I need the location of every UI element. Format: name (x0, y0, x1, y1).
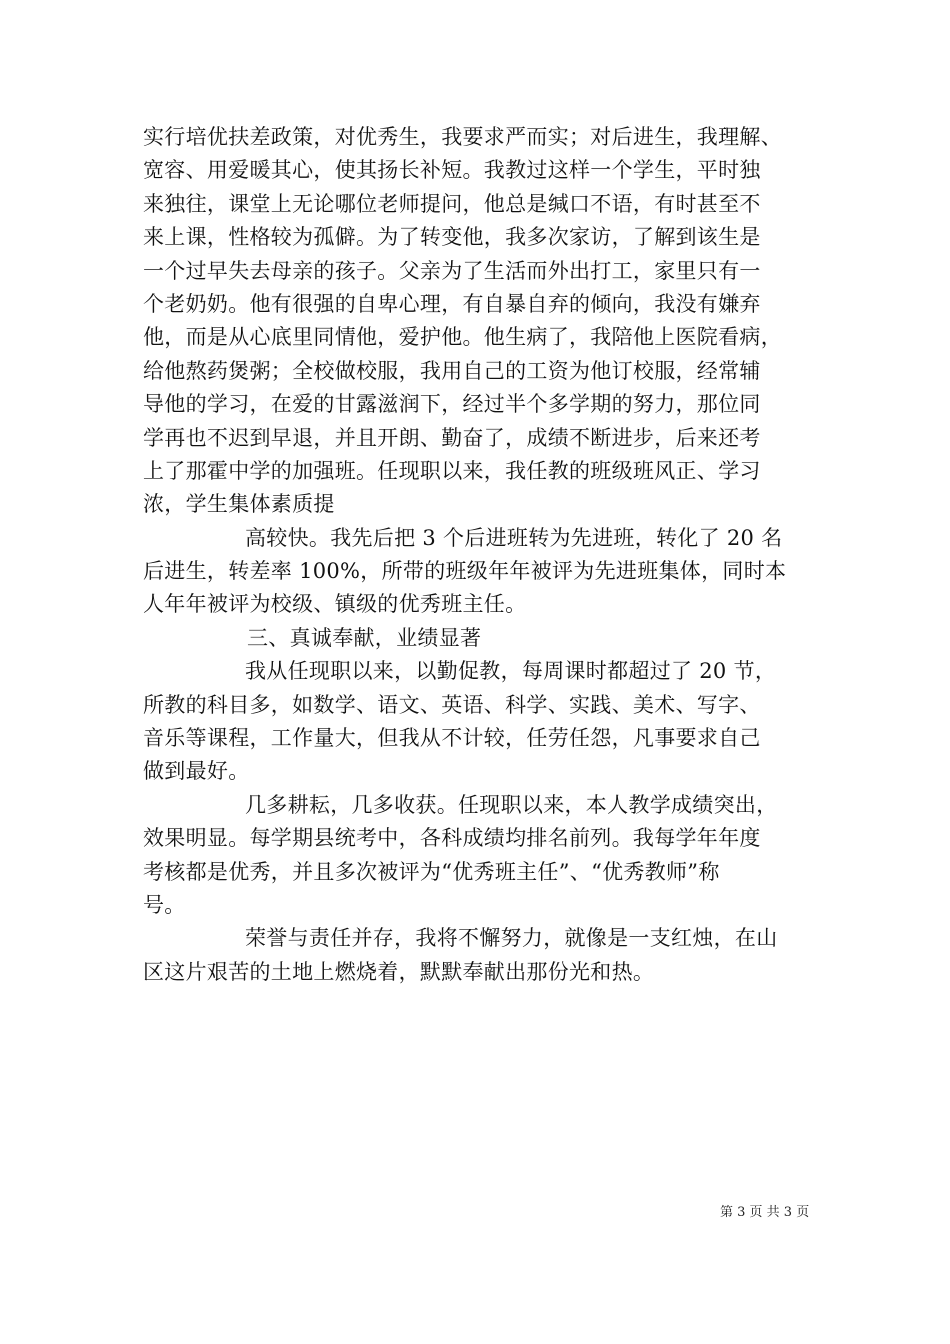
text-line: 效果明显。每学期县统考中，各科成绩均排名前列。我每学年年度 (143, 826, 761, 851)
text-line: 考核都是优秀，并且多次被评为“优秀班主任”、“优秀教师”称 (143, 859, 720, 884)
text-line: 一个过早失去母亲的孩子。父亲为了生活而外出打工，家里只有一 (143, 258, 761, 283)
text-line: 后进生，转差率 100%，所带的班级年年被评为先进班集体，同时本 (143, 559, 787, 584)
text-line: 宽容、用爱暖其心，使其扬长补短。我教过这样一个学生，平时独 (143, 158, 761, 183)
text-line: 号。 (143, 892, 186, 917)
page-number-footer: 第 3 页 共 3 页 (720, 1205, 810, 1220)
text-line: 人年年被评为校级、镇级的优秀班主任。 (143, 592, 527, 617)
text-line: 上了那霍中学的加强班。任现职以来，我任教的班级班风正、学习 (143, 458, 761, 483)
text-line: 导他的学习，在爱的甘露滋润下，经过半个多学期的努力，那位同 (143, 392, 761, 417)
text-line: 给他熬药煲粥；全校做校服，我用自己的工资为他订校服，经常辅 (143, 358, 761, 383)
text-line: 个老奶奶。他有很强的自卑心理，有自暴自弃的倾向，我没有嫌弃 (143, 291, 761, 316)
text-line: 来上课，性格较为孤僻。为了转变他，我多次家访，了解到该生是 (143, 225, 761, 250)
text-line: 学再也不迟到早退，并且开朗、勤奋了，成绩不断进步，后来还考 (143, 425, 761, 450)
text-line: 几多耕耘，几多收获。任现职以来，本人教学成绩突出， (245, 792, 778, 817)
document-body (143, 121, 810, 989)
text-line: 实行培优扶差政策，对优秀生，我要求严而实；对后进生，我理解、 (143, 125, 782, 149)
text-line: 区这片艰苦的土地上燃烧着，默默奉献出那份光和热。 (143, 959, 655, 984)
text-line: 高较快。我先后把 3 个后进班转为先进班，转化了 20 名 (245, 525, 783, 550)
text-line: 浓，学生集体素质提 (143, 492, 335, 517)
text-line: 做到最好。 (143, 759, 250, 784)
text-line: 音乐等课程，工作量大，但我从不计较，任劳任怨，凡事要求自己 (143, 726, 761, 751)
section-heading: 三、真诚奉献，业绩显著 (247, 625, 482, 650)
text-line: 他，而是从心底里同情他，爱护他。他生病了，我陪他上医院看病， (143, 325, 782, 350)
text-line: 所教的科目多，如数学、语文、英语、科学、实践、美术、写字、 (143, 692, 761, 717)
text-line: 荣誉与责任并存，我将不懈努力，就像是一支红烛，在山 (245, 926, 778, 951)
text-line: 来独往，课堂上无论哪位老师提问，他总是缄口不语，有时甚至不 (143, 191, 761, 216)
text-line: 我从任现职以来，以勤促教，每周课时都超过了 20 节， (245, 659, 777, 684)
